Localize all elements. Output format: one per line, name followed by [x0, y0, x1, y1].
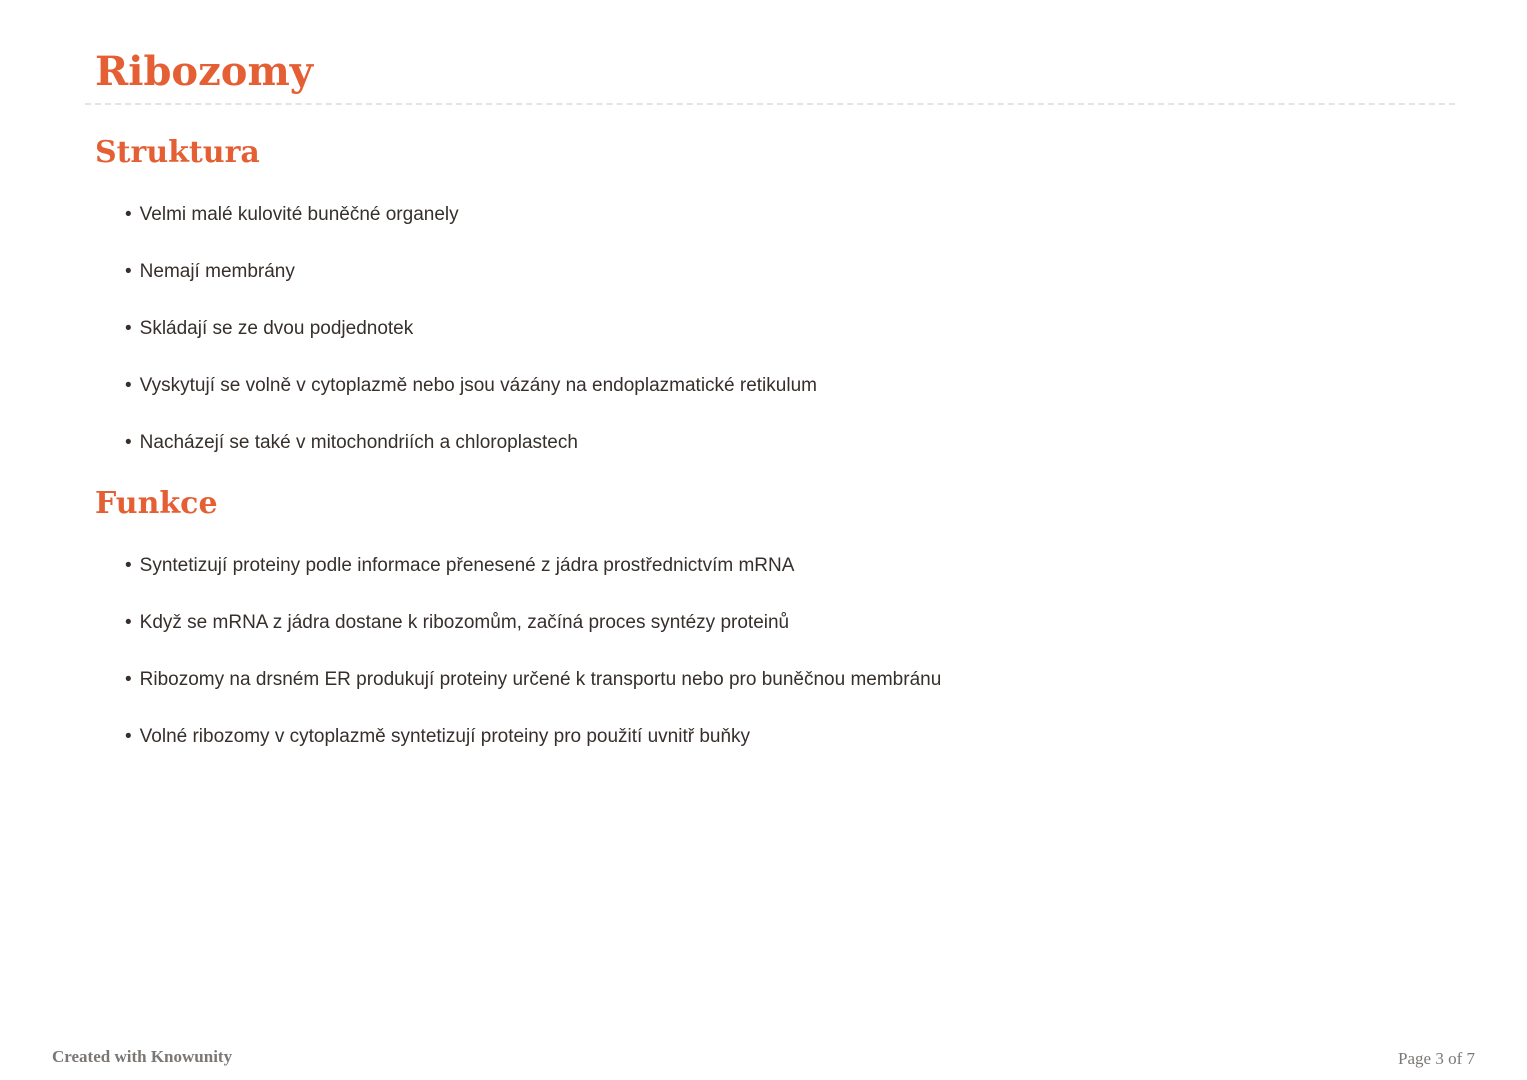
bullet-icon: • — [125, 261, 132, 282]
list-item-text: Nacházejí se také v mitochondriích a chloroplastech — [139, 432, 578, 453]
bullet-icon: • — [125, 612, 132, 633]
list-item — [125, 555, 1455, 577]
list-item-text: Nemají membrány — [139, 261, 295, 282]
bullet-icon: • — [125, 669, 132, 690]
bullet-icon: • — [125, 555, 132, 576]
struktura-bullet-list — [95, 204, 1455, 454]
list-item — [125, 204, 1455, 226]
section-heading-struktura: Struktura — [95, 135, 260, 170]
list-item — [125, 261, 1455, 283]
list-item-text: Volné ribozomy v cytoplazmě syntetizují proteiny pro použití uvnitř buňky — [139, 726, 751, 747]
list-item-text: Syntetizují proteiny podle informace přenesené z jádra prostřednictvím mRNA — [139, 555, 795, 576]
list-item — [125, 375, 1455, 397]
list-item — [125, 726, 1455, 748]
bullet-icon: • — [125, 726, 132, 747]
list-item — [125, 612, 1455, 634]
list-item — [125, 432, 1455, 454]
list-item — [125, 669, 1455, 691]
bullet-icon: • — [125, 204, 132, 225]
bullet-icon: • — [125, 318, 132, 339]
list-item — [125, 318, 1455, 340]
funkce-bullet-list — [95, 555, 1455, 748]
list-item-text: Velmi malé kulovité buněčné organely — [139, 204, 459, 225]
list-item-text: Když se mRNA z jádra dostane k ribozomům, začíná proces syntézy proteinů — [139, 612, 790, 633]
section-heading-funkce: Funkce — [95, 486, 218, 521]
footer-page-number: Page 3 of 7 — [1398, 1049, 1475, 1068]
page-title: Ribozomy — [85, 52, 1455, 105]
list-item-text: Skládají se ze dvou podjednotek — [139, 318, 414, 339]
list-item-text: Ribozomy na drsném ER produkují proteiny určené k transportu nebo pro buněčnou membránu — [139, 669, 942, 690]
bullet-icon: • — [125, 432, 132, 453]
footer-credit: Created with Knowunity — [52, 1047, 233, 1066]
list-item-text: Vyskytují se volně v cytoplazmě nebo jsou vázány na endoplazmatické retikulum — [139, 375, 817, 396]
bullet-icon: • — [125, 375, 132, 396]
